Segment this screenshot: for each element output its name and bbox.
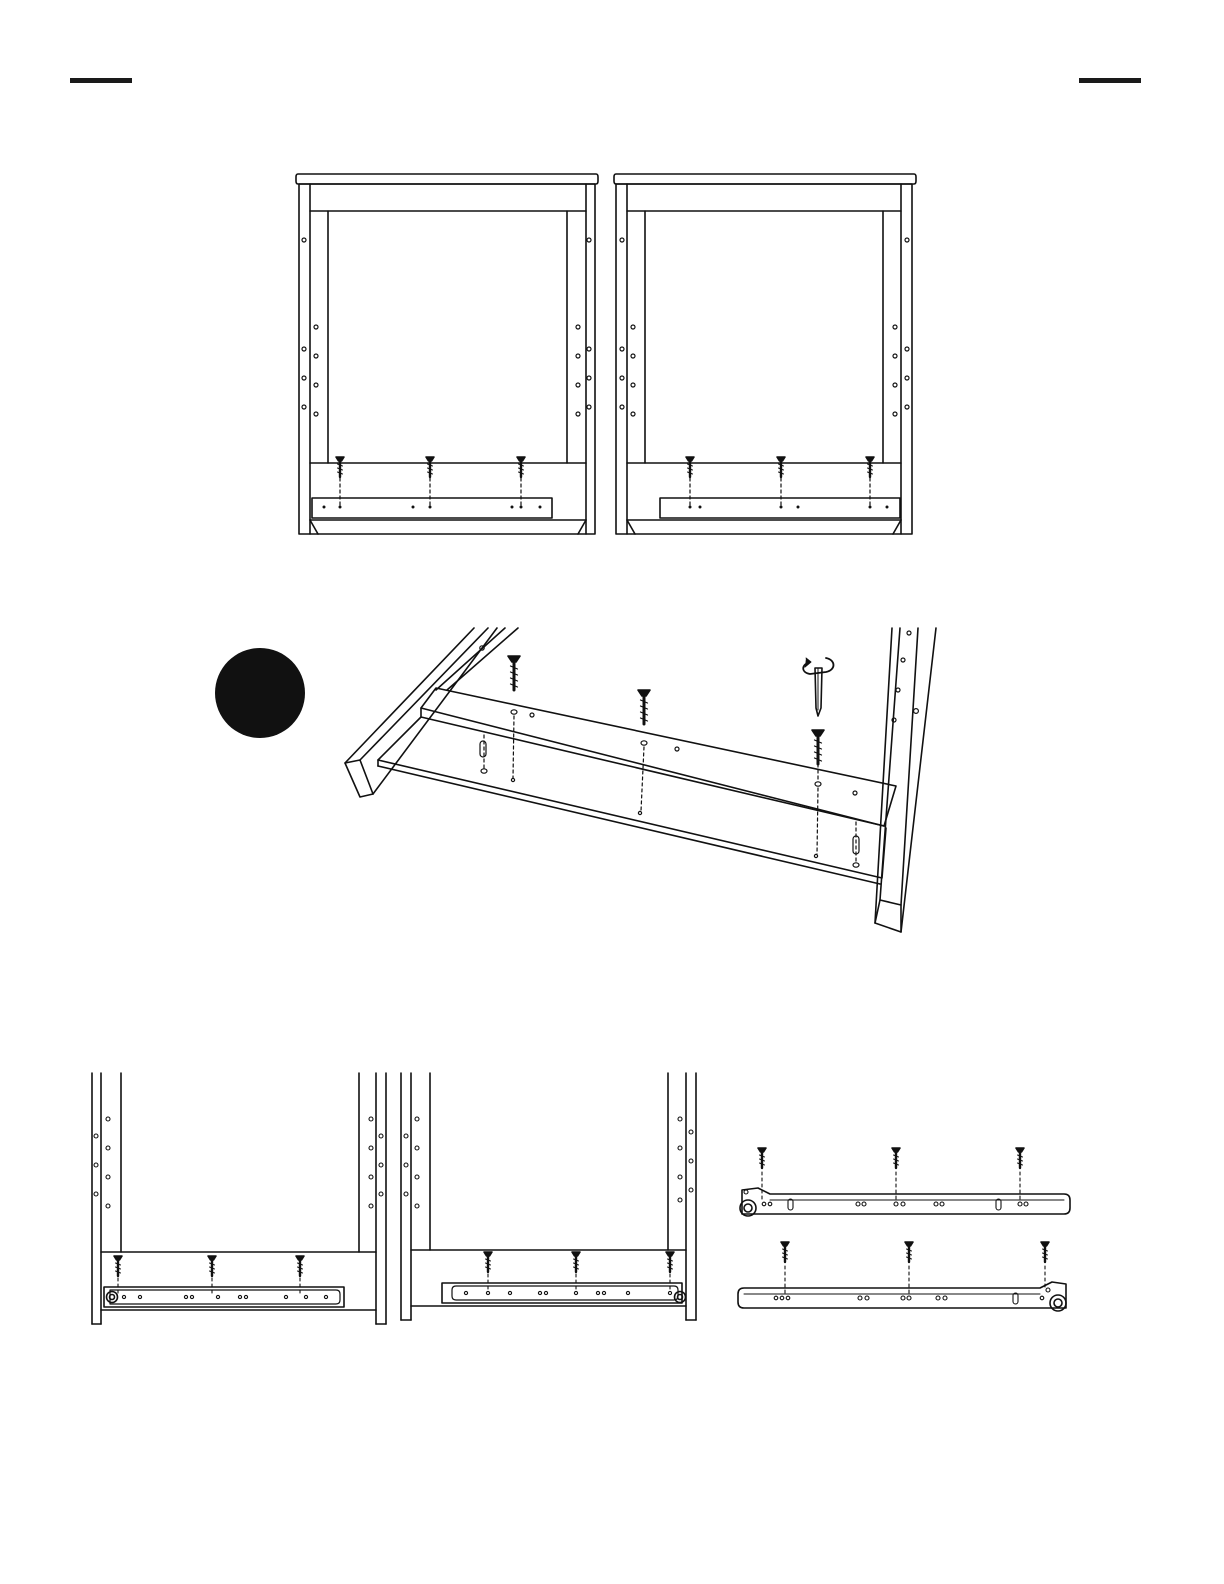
screw-icon [517,457,525,477]
screw-icon [1041,1242,1049,1262]
screw-icon [686,457,694,477]
screw-icon [572,1252,580,1272]
screw-icon [781,1242,789,1262]
screw-icon [758,1148,766,1168]
cabinet-left-frame [296,174,598,534]
screw-icon [208,1256,216,1276]
screw-icon [892,1148,900,1168]
slide-detail-figure [738,1148,1070,1311]
screwdriver-clockwise-icon [803,658,833,716]
rail-detail-figure [345,628,936,932]
screw-icon [114,1256,122,1276]
screw-icon [866,457,874,477]
screw-icon [426,457,434,477]
screw-icon [905,1242,913,1262]
screw-icon [638,690,650,724]
screw-icon [777,457,785,477]
screw-icon [508,656,520,690]
slide-install-figure [92,1073,696,1324]
cabinet-right-frame [614,174,916,534]
screw-icon [1016,1148,1024,1168]
screw-icon [666,1252,674,1272]
screw-icon [296,1256,304,1276]
screw-icon [812,730,824,764]
screw-icon [336,457,344,477]
screw-icon [484,1252,492,1272]
